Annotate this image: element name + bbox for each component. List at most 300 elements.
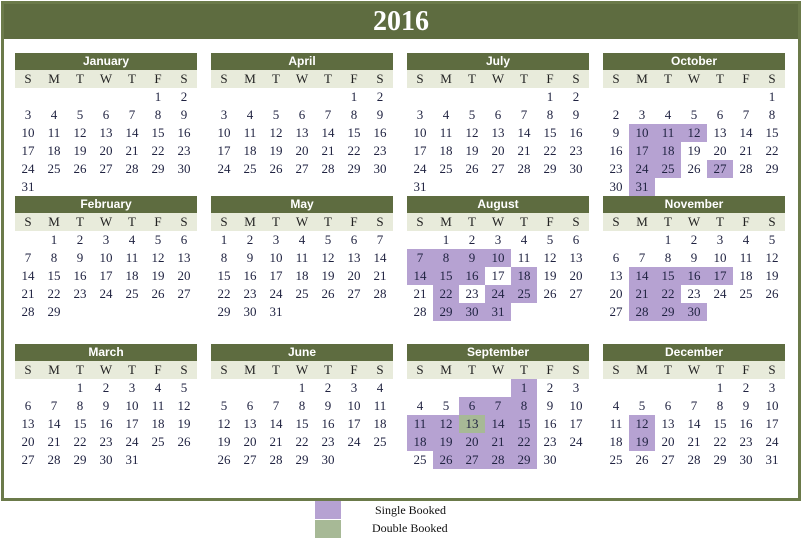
day-cell[interactable]: 2	[324, 380, 332, 395]
day-cell[interactable]: 31	[765, 452, 779, 467]
day-cell[interactable]: 23	[465, 286, 479, 301]
day-cell[interactable]: 25	[47, 161, 61, 176]
day-cell[interactable]: 24	[347, 434, 361, 449]
day-cell[interactable]: 20	[713, 143, 727, 158]
day-cell[interactable]: 23	[243, 286, 257, 301]
day-cell[interactable]: 11	[407, 415, 433, 433]
day-cell[interactable]: 22	[347, 143, 361, 158]
day-cell[interactable]: 23	[73, 286, 87, 301]
day-cell[interactable]: 27	[459, 451, 485, 469]
day-cell[interactable]: 17	[125, 416, 139, 431]
day-cell[interactable]: 12	[151, 250, 165, 265]
day-cell[interactable]: 3	[638, 107, 646, 122]
day-cell[interactable]: 6	[180, 232, 188, 247]
day-cell[interactable]: 16	[373, 125, 387, 140]
day-cell[interactable]: 21	[517, 143, 531, 158]
day-cell[interactable]: 21	[739, 143, 753, 158]
day-cell[interactable]: 11	[517, 250, 531, 265]
day-cell[interactable]: 16	[739, 416, 753, 431]
day-cell[interactable]: 4	[128, 232, 136, 247]
day-cell[interactable]: 18	[125, 268, 139, 283]
day-cell[interactable]: 26	[433, 451, 459, 469]
day-cell[interactable]: 17	[347, 416, 361, 431]
day-cell[interactable]: 24	[485, 285, 511, 303]
day-cell[interactable]: 14	[739, 125, 753, 140]
day-cell[interactable]: 11	[295, 250, 309, 265]
day-cell[interactable]: 6	[612, 250, 620, 265]
day-cell[interactable]: 20	[99, 143, 113, 158]
day-cell[interactable]: 10	[217, 125, 231, 140]
day-cell[interactable]: 11	[125, 250, 139, 265]
day-cell[interactable]: 12	[765, 250, 779, 265]
day-cell[interactable]: 22	[73, 434, 87, 449]
day-cell[interactable]: 20	[661, 434, 675, 449]
day-cell[interactable]: 1	[716, 380, 724, 395]
day-cell[interactable]: 30	[99, 452, 113, 467]
day-cell[interactable]: 28	[739, 161, 753, 176]
day-cell[interactable]: 30	[177, 161, 191, 176]
day-cell[interactable]: 24	[713, 286, 727, 301]
day-cell[interactable]: 15	[713, 416, 727, 431]
day-cell[interactable]: 17	[491, 268, 505, 283]
day-cell[interactable]: 31	[269, 304, 283, 319]
day-cell[interactable]: 30	[373, 161, 387, 176]
day-cell[interactable]: 23	[321, 434, 335, 449]
day-cell[interactable]: 26	[177, 434, 191, 449]
day-cell[interactable]: 4	[664, 107, 672, 122]
day-cell[interactable]: 9	[459, 249, 485, 267]
day-cell[interactable]: 30	[609, 179, 623, 194]
day-cell[interactable]: 25	[151, 434, 165, 449]
day-cell[interactable]: 12	[73, 125, 87, 140]
day-cell[interactable]: 16	[73, 268, 87, 283]
day-cell[interactable]: 12	[629, 415, 655, 433]
day-cell[interactable]: 22	[765, 143, 779, 158]
day-cell[interactable]: 25	[373, 434, 387, 449]
day-cell[interactable]: 14	[407, 267, 433, 285]
day-cell[interactable]: 31	[413, 179, 427, 194]
day-cell[interactable]: 10	[413, 125, 427, 140]
day-cell[interactable]: 25	[739, 286, 753, 301]
day-cell[interactable]: 20	[609, 286, 623, 301]
day-cell[interactable]: 17	[217, 143, 231, 158]
day-cell[interactable]: 15	[433, 267, 459, 285]
day-cell[interactable]: 4	[742, 232, 750, 247]
day-cell[interactable]: 8	[350, 107, 358, 122]
day-cell[interactable]: 13	[609, 268, 623, 283]
day-cell[interactable]: 11	[47, 125, 61, 140]
day-cell[interactable]: 20	[459, 433, 485, 451]
day-cell[interactable]: 6	[24, 398, 32, 413]
day-cell[interactable]: 10	[21, 125, 35, 140]
day-cell[interactable]: 9	[180, 107, 188, 122]
day-cell[interactable]: 25	[125, 286, 139, 301]
day-cell[interactable]: 18	[655, 142, 681, 160]
day-cell[interactable]: 5	[154, 232, 162, 247]
day-cell[interactable]: 13	[243, 416, 257, 431]
day-cell[interactable]: 1	[350, 89, 358, 104]
day-cell[interactable]: 30	[739, 452, 753, 467]
day-cell[interactable]: 7	[638, 250, 646, 265]
day-cell[interactable]: 17	[629, 142, 655, 160]
day-cell[interactable]: 24	[217, 161, 231, 176]
day-cell[interactable]: 31	[125, 452, 139, 467]
day-cell[interactable]: 2	[546, 380, 554, 395]
day-cell[interactable]: 24	[21, 161, 35, 176]
day-cell[interactable]: 20	[491, 143, 505, 158]
day-cell[interactable]: 6	[350, 232, 358, 247]
day-cell[interactable]: 25	[295, 286, 309, 301]
day-cell[interactable]: 5	[442, 398, 450, 413]
day-cell[interactable]: 2	[572, 89, 580, 104]
day-cell[interactable]: 21	[269, 434, 283, 449]
day-cell[interactable]: 9	[742, 398, 750, 413]
day-cell[interactable]: 11	[655, 124, 681, 142]
day-cell[interactable]: 19	[465, 143, 479, 158]
day-cell[interactable]: 28	[485, 451, 511, 469]
day-cell[interactable]: 27	[295, 161, 309, 176]
day-cell[interactable]: 19	[217, 434, 231, 449]
day-cell[interactable]: 10	[269, 250, 283, 265]
day-cell[interactable]: 9	[376, 107, 384, 122]
day-cell[interactable]: 21	[21, 286, 35, 301]
day-cell[interactable]: 10	[629, 124, 655, 142]
day-cell[interactable]: 26	[269, 161, 283, 176]
day-cell[interactable]: 2	[612, 107, 620, 122]
day-cell[interactable]: 4	[246, 107, 254, 122]
day-cell[interactable]: 21	[413, 286, 427, 301]
day-cell[interactable]: 13	[569, 250, 583, 265]
day-cell[interactable]: 23	[609, 161, 623, 176]
day-cell[interactable]: 20	[177, 268, 191, 283]
day-cell[interactable]: 6	[246, 398, 254, 413]
day-cell[interactable]: 28	[687, 452, 701, 467]
day-cell[interactable]: 29	[543, 161, 557, 176]
day-cell[interactable]: 3	[572, 380, 580, 395]
day-cell[interactable]: 22	[543, 143, 557, 158]
day-cell[interactable]: 22	[655, 285, 681, 303]
day-cell[interactable]: 3	[272, 232, 280, 247]
day-cell[interactable]: 28	[21, 304, 35, 319]
day-cell[interactable]: 29	[347, 161, 361, 176]
day-cell[interactable]: 14	[629, 267, 655, 285]
day-cell[interactable]: 11	[243, 125, 257, 140]
day-cell[interactable]: 12	[177, 398, 191, 413]
day-cell[interactable]: 9	[246, 250, 254, 265]
day-cell[interactable]: 27	[491, 161, 505, 176]
day-cell[interactable]: 8	[664, 250, 672, 265]
day-cell[interactable]: 21	[687, 434, 701, 449]
day-cell[interactable]: 7	[407, 249, 433, 267]
day-cell[interactable]: 15	[295, 416, 309, 431]
day-cell[interactable]: 4	[298, 232, 306, 247]
day-cell[interactable]: 1	[76, 380, 84, 395]
day-cell[interactable]: 29	[295, 452, 309, 467]
day-cell[interactable]: 31	[485, 303, 511, 321]
day-cell[interactable]: 19	[543, 268, 557, 283]
day-cell[interactable]: 18	[739, 268, 753, 283]
day-cell[interactable]: 24	[125, 434, 139, 449]
day-cell[interactable]: 31	[629, 178, 655, 196]
day-cell[interactable]: 18	[439, 143, 453, 158]
day-cell[interactable]: 6	[664, 398, 672, 413]
day-cell[interactable]: 27	[177, 286, 191, 301]
day-cell[interactable]: 12	[681, 124, 707, 142]
day-cell[interactable]: 6	[102, 107, 110, 122]
day-cell[interactable]: 22	[151, 143, 165, 158]
day-cell[interactable]: 8	[154, 107, 162, 122]
day-cell[interactable]: 21	[125, 143, 139, 158]
day-cell[interactable]: 21	[629, 285, 655, 303]
day-cell[interactable]: 20	[569, 268, 583, 283]
day-cell[interactable]: 4	[520, 232, 528, 247]
day-cell[interactable]: 24	[765, 434, 779, 449]
day-cell[interactable]: 28	[47, 452, 61, 467]
day-cell[interactable]: 13	[295, 125, 309, 140]
day-cell[interactable]: 9	[690, 250, 698, 265]
day-cell[interactable]: 18	[407, 433, 433, 451]
day-cell[interactable]: 4	[612, 398, 620, 413]
day-cell[interactable]: 13	[661, 416, 675, 431]
day-cell[interactable]: 13	[459, 415, 485, 433]
day-cell[interactable]: 29	[713, 452, 727, 467]
day-cell[interactable]: 7	[24, 250, 32, 265]
day-cell[interactable]: 25	[511, 285, 537, 303]
day-cell[interactable]: 5	[272, 107, 280, 122]
day-cell[interactable]: 21	[373, 268, 387, 283]
day-cell[interactable]: 1	[50, 232, 58, 247]
day-cell[interactable]: 30	[243, 304, 257, 319]
day-cell[interactable]: 10	[347, 398, 361, 413]
day-cell[interactable]: 17	[765, 416, 779, 431]
day-cell[interactable]: 22	[47, 286, 61, 301]
day-cell[interactable]: 13	[99, 125, 113, 140]
day-cell[interactable]: 31	[21, 179, 35, 194]
day-cell[interactable]: 7	[324, 107, 332, 122]
day-cell[interactable]: 22	[295, 434, 309, 449]
day-cell[interactable]: 6	[572, 232, 580, 247]
day-cell[interactable]: 3	[128, 380, 136, 395]
day-cell[interactable]: 20	[347, 268, 361, 283]
day-cell[interactable]: 19	[321, 268, 335, 283]
day-cell[interactable]: 19	[629, 433, 655, 451]
day-cell[interactable]: 16	[243, 268, 257, 283]
day-cell[interactable]: 28	[413, 304, 427, 319]
day-cell[interactable]: 22	[433, 285, 459, 303]
day-cell[interactable]: 3	[350, 380, 358, 395]
day-cell[interactable]: 27	[21, 452, 35, 467]
day-cell[interactable]: 17	[21, 143, 35, 158]
day-cell[interactable]: 11	[373, 398, 387, 413]
day-cell[interactable]: 26	[217, 452, 231, 467]
day-cell[interactable]: 16	[459, 267, 485, 285]
day-cell[interactable]: 11	[609, 416, 623, 431]
day-cell[interactable]: 17	[707, 267, 733, 285]
day-cell[interactable]: 24	[99, 286, 113, 301]
day-cell[interactable]: 15	[151, 125, 165, 140]
day-cell[interactable]: 8	[546, 107, 554, 122]
day-cell[interactable]: 9	[546, 398, 554, 413]
day-cell[interactable]: 15	[765, 125, 779, 140]
day-cell[interactable]: 24	[569, 434, 583, 449]
day-cell[interactable]: 7	[376, 232, 384, 247]
day-cell[interactable]: 30	[543, 452, 557, 467]
day-cell[interactable]: 1	[546, 89, 554, 104]
day-cell[interactable]: 16	[321, 416, 335, 431]
day-cell[interactable]: 25	[609, 452, 623, 467]
day-cell[interactable]: 9	[76, 250, 84, 265]
day-cell[interactable]: 26	[465, 161, 479, 176]
day-cell[interactable]: 12	[543, 250, 557, 265]
day-cell[interactable]: 8	[768, 107, 776, 122]
day-cell[interactable]: 1	[154, 89, 162, 104]
day-cell[interactable]: 13	[21, 416, 35, 431]
day-cell[interactable]: 28	[125, 161, 139, 176]
day-cell[interactable]: 10	[485, 249, 511, 267]
day-cell[interactable]: 8	[50, 250, 58, 265]
day-cell[interactable]: 17	[569, 416, 583, 431]
day-cell[interactable]: 5	[180, 380, 188, 395]
day-cell[interactable]: 9	[324, 398, 332, 413]
day-cell[interactable]: 7	[520, 107, 528, 122]
day-cell[interactable]: 3	[716, 232, 724, 247]
day-cell[interactable]: 17	[99, 268, 113, 283]
day-cell[interactable]: 15	[655, 267, 681, 285]
day-cell[interactable]: 7	[690, 398, 698, 413]
day-cell[interactable]: 20	[21, 434, 35, 449]
day-cell[interactable]: 3	[24, 107, 32, 122]
day-cell[interactable]: 19	[433, 433, 459, 451]
day-cell[interactable]: 8	[511, 397, 537, 415]
day-cell[interactable]: 12	[269, 125, 283, 140]
day-cell[interactable]: 16	[681, 267, 707, 285]
day-cell[interactable]: 2	[468, 232, 476, 247]
day-cell[interactable]: 15	[511, 415, 537, 433]
day-cell[interactable]: 2	[246, 232, 254, 247]
day-cell[interactable]: 16	[609, 143, 623, 158]
day-cell[interactable]: 12	[217, 416, 231, 431]
day-cell[interactable]: 29	[511, 451, 537, 469]
day-cell[interactable]: 5	[768, 232, 776, 247]
day-cell[interactable]: 27	[609, 304, 623, 319]
day-cell[interactable]: 27	[243, 452, 257, 467]
day-cell[interactable]: 16	[177, 125, 191, 140]
day-cell[interactable]: 18	[373, 416, 387, 431]
day-cell[interactable]: 29	[151, 161, 165, 176]
day-cell[interactable]: 4	[376, 380, 384, 395]
day-cell[interactable]: 26	[765, 286, 779, 301]
day-cell[interactable]: 30	[569, 161, 583, 176]
day-cell[interactable]: 9	[612, 125, 620, 140]
day-cell[interactable]: 13	[491, 125, 505, 140]
day-cell[interactable]: 18	[609, 434, 623, 449]
day-cell[interactable]: 24	[269, 286, 283, 301]
day-cell[interactable]: 29	[73, 452, 87, 467]
day-cell[interactable]: 1	[664, 232, 672, 247]
day-cell[interactable]: 2	[102, 380, 110, 395]
day-cell[interactable]: 10	[99, 250, 113, 265]
day-cell[interactable]: 23	[569, 143, 583, 158]
day-cell[interactable]: 17	[269, 268, 283, 283]
day-cell[interactable]: 5	[324, 232, 332, 247]
day-cell[interactable]: 23	[687, 286, 701, 301]
day-cell[interactable]: 14	[485, 415, 511, 433]
day-cell[interactable]: 13	[347, 250, 361, 265]
day-cell[interactable]: 12	[433, 415, 459, 433]
day-cell[interactable]: 19	[151, 268, 165, 283]
day-cell[interactable]: 5	[638, 398, 646, 413]
day-cell[interactable]: 8	[76, 398, 84, 413]
day-cell[interactable]: 26	[687, 161, 701, 176]
day-cell[interactable]: 10	[125, 398, 139, 413]
day-cell[interactable]: 16	[543, 416, 557, 431]
day-cell[interactable]: 7	[50, 398, 58, 413]
day-cell[interactable]: 5	[546, 232, 554, 247]
day-cell[interactable]: 15	[73, 416, 87, 431]
day-cell[interactable]: 11	[439, 125, 453, 140]
day-cell[interactable]: 23	[177, 143, 191, 158]
day-cell[interactable]: 1	[298, 380, 306, 395]
day-cell[interactable]: 26	[321, 286, 335, 301]
day-cell[interactable]: 14	[269, 416, 283, 431]
day-cell[interactable]: 3	[768, 380, 776, 395]
day-cell[interactable]: 27	[347, 286, 361, 301]
day-cell[interactable]: 24	[629, 160, 655, 178]
day-cell[interactable]: 6	[716, 107, 724, 122]
day-cell[interactable]: 12	[321, 250, 335, 265]
day-cell[interactable]: 8	[220, 250, 228, 265]
day-cell[interactable]: 25	[655, 160, 681, 178]
day-cell[interactable]: 19	[765, 268, 779, 283]
day-cell[interactable]: 23	[543, 434, 557, 449]
day-cell[interactable]: 9	[102, 398, 110, 413]
day-cell[interactable]: 17	[413, 143, 427, 158]
day-cell[interactable]: 4	[416, 398, 424, 413]
day-cell[interactable]: 25	[243, 161, 257, 176]
day-cell[interactable]: 25	[439, 161, 453, 176]
day-cell[interactable]: 10	[713, 250, 727, 265]
day-cell[interactable]: 14	[21, 268, 35, 283]
day-cell[interactable]: 21	[47, 434, 61, 449]
day-cell[interactable]: 14	[47, 416, 61, 431]
day-cell[interactable]: 2	[690, 232, 698, 247]
day-cell[interactable]: 22	[713, 434, 727, 449]
day-cell[interactable]: 14	[687, 416, 701, 431]
day-cell[interactable]: 29	[655, 303, 681, 321]
day-cell[interactable]: 4	[442, 107, 450, 122]
day-cell[interactable]: 28	[373, 286, 387, 301]
day-cell[interactable]: 7	[128, 107, 136, 122]
day-cell[interactable]: 18	[47, 143, 61, 158]
day-cell[interactable]: 21	[485, 433, 511, 451]
day-cell[interactable]: 18	[243, 143, 257, 158]
day-cell[interactable]: 8	[298, 398, 306, 413]
day-cell[interactable]: 18	[295, 268, 309, 283]
day-cell[interactable]: 26	[543, 286, 557, 301]
day-cell[interactable]: 4	[154, 380, 162, 395]
day-cell[interactable]: 15	[217, 268, 231, 283]
day-cell[interactable]: 30	[321, 452, 335, 467]
day-cell[interactable]: 27	[569, 286, 583, 301]
day-cell[interactable]: 5	[468, 107, 476, 122]
day-cell[interactable]: 28	[629, 303, 655, 321]
day-cell[interactable]: 29	[217, 304, 231, 319]
day-cell[interactable]: 18	[511, 267, 537, 285]
day-cell[interactable]: 11	[151, 398, 165, 413]
day-cell[interactable]: 27	[661, 452, 675, 467]
day-cell[interactable]: 1	[511, 379, 537, 397]
day-cell[interactable]: 15	[47, 268, 61, 283]
